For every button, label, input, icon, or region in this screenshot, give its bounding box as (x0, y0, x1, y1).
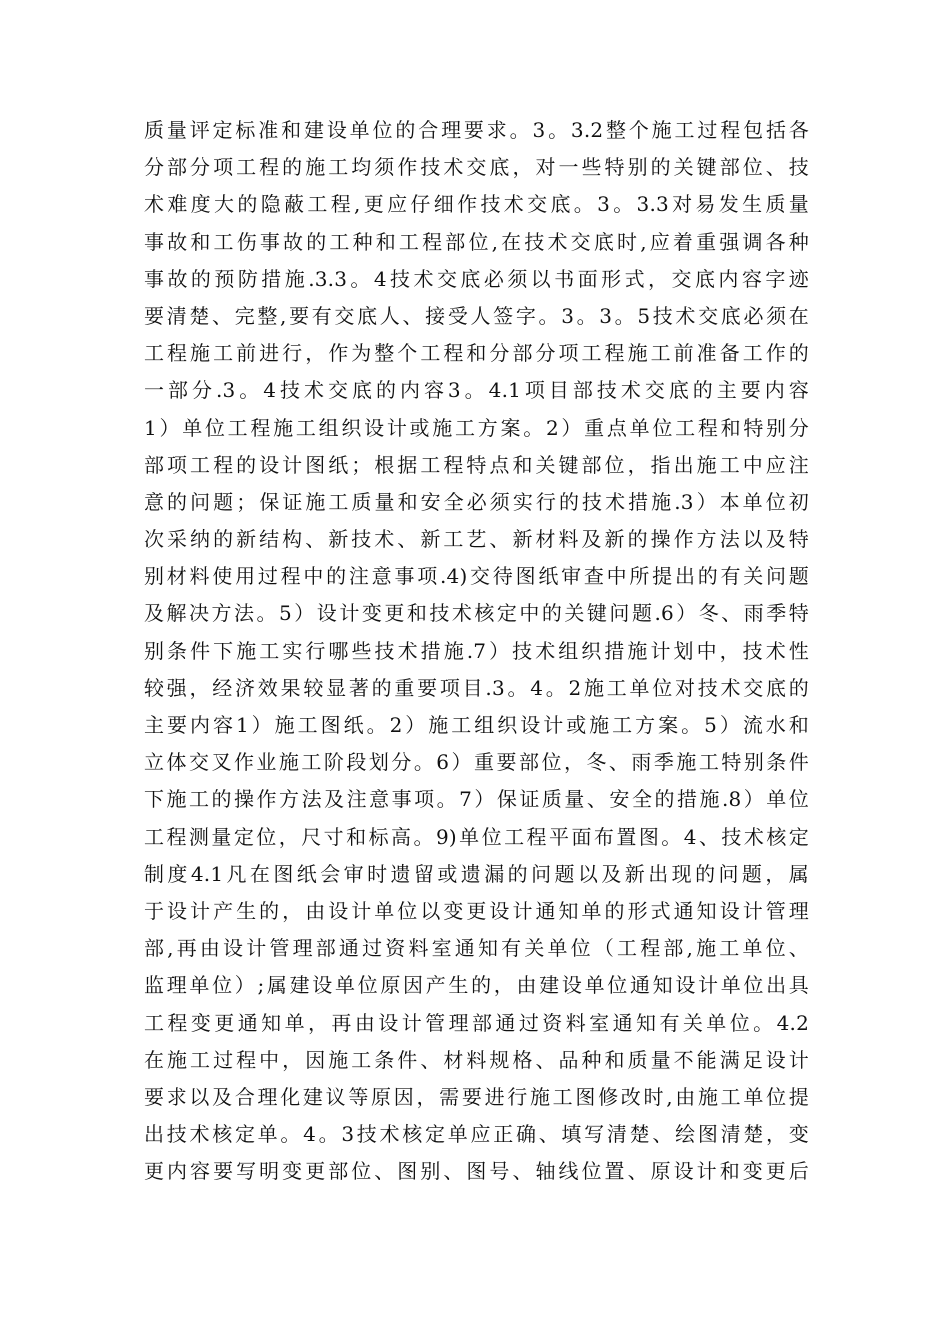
text-line: 监理单位）;属建设单位原因产生的，由建设单位通知设计单位出具 (144, 973, 809, 998)
text-line: 工程施工前进行，作为整个工程和分部分项工程施工前准备工作的 (144, 341, 809, 366)
text-line: 别条件下施工实行哪些技术措施.7）技术组织措施计划中，技术性 (144, 638, 809, 663)
text-line: 次采纳的新结构、新技术、新工艺、新材料及新的操作方法以及特 (144, 527, 809, 552)
text-line: 事故和工伤事故的工种和工程部位,在技术交底时,应着重强调各种 (144, 229, 809, 254)
text-line: 主要内容1）施工图纸。2）施工组织设计或施工方案。5）流水和 (144, 713, 809, 737)
text-line: 一部分.3。4技术交底的内容3。4.1项目部技术交底的主要内容 (144, 378, 809, 403)
text-line: 部,再由设计管理部通过资料室通知有关单位（工程部,施工单位、 (144, 936, 809, 961)
text-line: 工程测量定位，尺寸和标高。9)单位工程平面布置图。4、技术核定 (144, 824, 809, 849)
text-line: 更内容要写明变更部位、图别、图号、轴线位置、原设计和变更后 (144, 1159, 809, 1184)
text-line: 立体交叉作业施工阶段划分。6）重要部位，冬、雨季施工特别条件 (144, 750, 809, 775)
body-text (144, 112, 809, 1190)
text-line: 意的问题；保证施工质量和安全必须实行的技术措施.3）本单位初 (144, 489, 809, 514)
text-line: 分部分项工程的施工均须作技术交底，对一些特别的关键部位、技 (144, 155, 809, 180)
text-line: 出技术核定单。4。3技术核定单应正确、填写清楚、绘图清楚，变 (144, 1122, 809, 1147)
text-line: 制度4.1凡在图纸会审时遗留或遗漏的问题以及新出现的问题，属 (144, 861, 809, 886)
text-line: 在施工过程中，因施工条件、材料规格、品种和质量不能满足设计 (144, 1047, 809, 1072)
text-line: 1）单位工程施工组织设计或施工方案。2）重点单位工程和特别分 (144, 415, 809, 440)
text-line: 于设计产生的，由设计单位以变更设计通知单的形式通知设计管理 (144, 898, 809, 923)
text-line: 工程变更通知单，再由设计管理部通过资料室通知有关单位。4.2 (144, 1010, 809, 1035)
text-line: 质量评定标准和建设单位的合理要求。3。3.2整个施工过程包括各 (144, 118, 809, 142)
text-line: 别材料使用过程中的注意事项.4)交待图纸审查中所提出的有关问题 (144, 564, 809, 589)
text-line: 术难度大的隐蔽工程,更应仔细作技术交底。3。3.3对易发生质量 (144, 192, 809, 217)
text-line: 下施工的操作方法及注意事项。7）保证质量、安全的措施.8）单位 (144, 787, 809, 812)
text-line: 事故的预防措施.3.3。4技术交底必须以书面形式，交底内容字迹 (144, 266, 809, 291)
text-line: 较强，经济效果较显著的重要项目.3。4。2施工单位对技术交底的 (144, 675, 809, 700)
text-line: 要清楚、完整,要有交底人、接受人签字。3。3。5技术交底必须在 (144, 303, 809, 328)
text-line: 要求以及合理化建议等原因，需要进行施工图修改时,由施工单位提 (144, 1084, 809, 1109)
text-line: 及解决方法。5）设计变更和技术核定中的关键问题.6）冬、雨季特 (144, 601, 809, 626)
text-line: 部项工程的设计图纸；根据工程特点和关键部位，指出施工中应注 (144, 452, 809, 477)
